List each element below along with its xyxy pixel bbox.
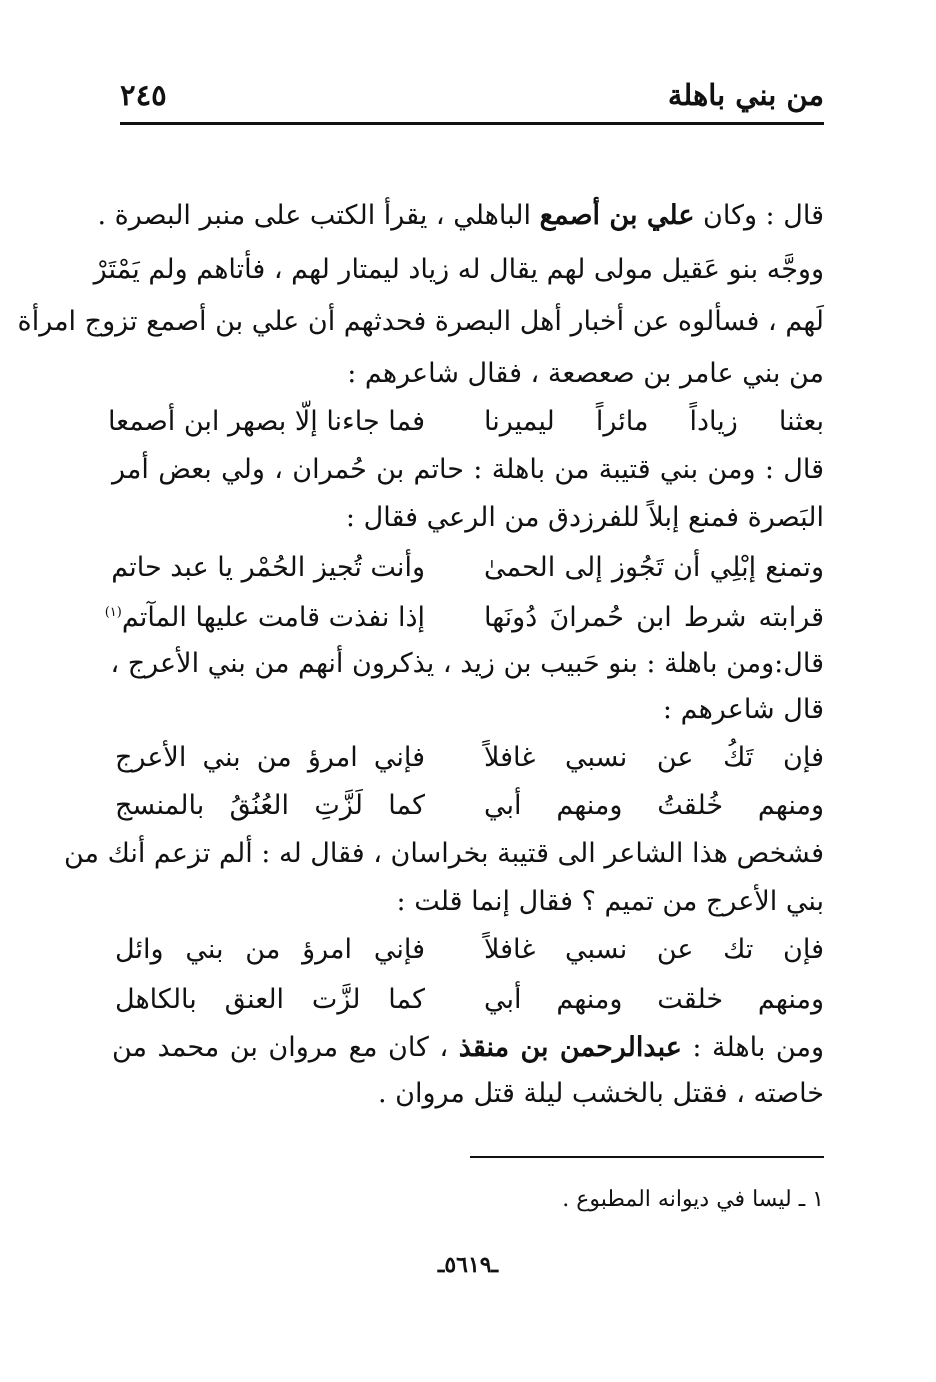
text-segment: ومن باهلة :	[692, 1032, 824, 1063]
verse-3-first-hemistich: قرابته شرط ابن حُمرانَ دُونَها	[484, 602, 824, 633]
text-line-10: بني الأعرج من تميم ؟ فقال إنما قلت :	[396, 886, 824, 917]
verse-3-second-hemistich	[104, 600, 425, 636]
text-segment: قال : وكان	[703, 200, 824, 231]
footer-page-number: ـ٥٦١٩ـ	[437, 1252, 499, 1278]
header-divider	[120, 122, 824, 125]
bold-name: عبدالرحمن بن منقذ	[458, 1032, 682, 1063]
verse-1-second-hemistich: فما جاءنا إلّا بصهر ابن أصمعا	[107, 406, 425, 437]
text-line-8: قال شاعرهم :	[662, 694, 824, 725]
verse-6-first-hemistich: فإن تك عن نسبي غافلاً	[484, 934, 824, 965]
text-line-5: قال : ومن بني قتيبة من باهلة : حاتم بن حُمران ، ولي بعض أمر	[112, 454, 824, 485]
footnote-text: ١ ـ ليسا في ديوانه المطبوع .	[562, 1187, 824, 1212]
footnote-marker: (١)	[104, 605, 122, 620]
text-line-1	[97, 198, 824, 234]
verse-7-second-hemistich: كما لزَّت العنق بالكاهل	[115, 984, 425, 1015]
running-header-title: من بني باهلة	[667, 78, 824, 112]
verse-1-first-hemistich: بعثنا زياداً مائراً ليميرنا	[484, 406, 824, 437]
verse-5-second-hemistich: كما لَزَّتِ العُنُقُ بالمنسج	[115, 790, 425, 821]
text-line-6: البَصرة فمنع إبلاً للفرزدق من الرعي فقال :	[345, 502, 824, 533]
verse-5-first-hemistich: ومنهم خُلقتُ ومنهم أبي	[484, 790, 824, 821]
text-line-3: لَهم ، فسألوه عن أخبار أهل البصرة فحدثهم أن علي بن أصمع تزوج امرأة	[17, 306, 824, 337]
text-line-12: خاصته ، فقتل بالخشب ليلة قتل مروان .	[377, 1078, 824, 1109]
verse-7-first-hemistich: ومنهم خلقت ومنهم أبي	[484, 984, 824, 1015]
header-page-number: ٢٤٥	[120, 78, 167, 112]
text-segment: الباهلي ، يقرأ الكتب على منبر البصرة .	[97, 200, 532, 231]
bold-name: علي بن أصمع	[539, 200, 695, 231]
verse-4-first-hemistich: فإن تَكُ عن نسبي غافلاً	[484, 742, 824, 773]
text-line-11	[112, 1030, 824, 1066]
text-line-2: ووجَّه بنو عَقيل مولى لهم يقال له زياد ليمتار لهم ، فأتاهم ولم يَمْتَرْ	[93, 254, 824, 285]
text-segment: ، كان مع مروان بن محمد من	[112, 1032, 449, 1063]
verse-6-second-hemistich: فإني امرؤ من بني وائل	[115, 934, 425, 965]
text-line-7: قال:ومن باهلة : بنو حَبيب بن زيد ، يذكرون أنهم من بني الأعرج ،	[110, 648, 824, 679]
verse-text: إذا نفذت قامت عليها المآتم	[121, 602, 425, 633]
text-line-9: فشخص هذا الشاعر الى قتيبة بخراسان ، فقال له : ألم تزعم أنك من	[63, 838, 824, 869]
text-line-4: من بني عامر بن صعصعة ، فقال شاعرهم :	[347, 358, 824, 389]
footnote-divider	[470, 1156, 824, 1158]
verse-2-first-hemistich: وتمنع إبْلِي أن تَجُوز إلى الحمىٰ	[484, 552, 824, 583]
verse-4-second-hemistich: فإني امرؤ من بني الأعرج	[115, 742, 425, 773]
verse-2-second-hemistich: وأنت تُجيز الحُمْر يا عبد حاتم	[111, 552, 425, 583]
